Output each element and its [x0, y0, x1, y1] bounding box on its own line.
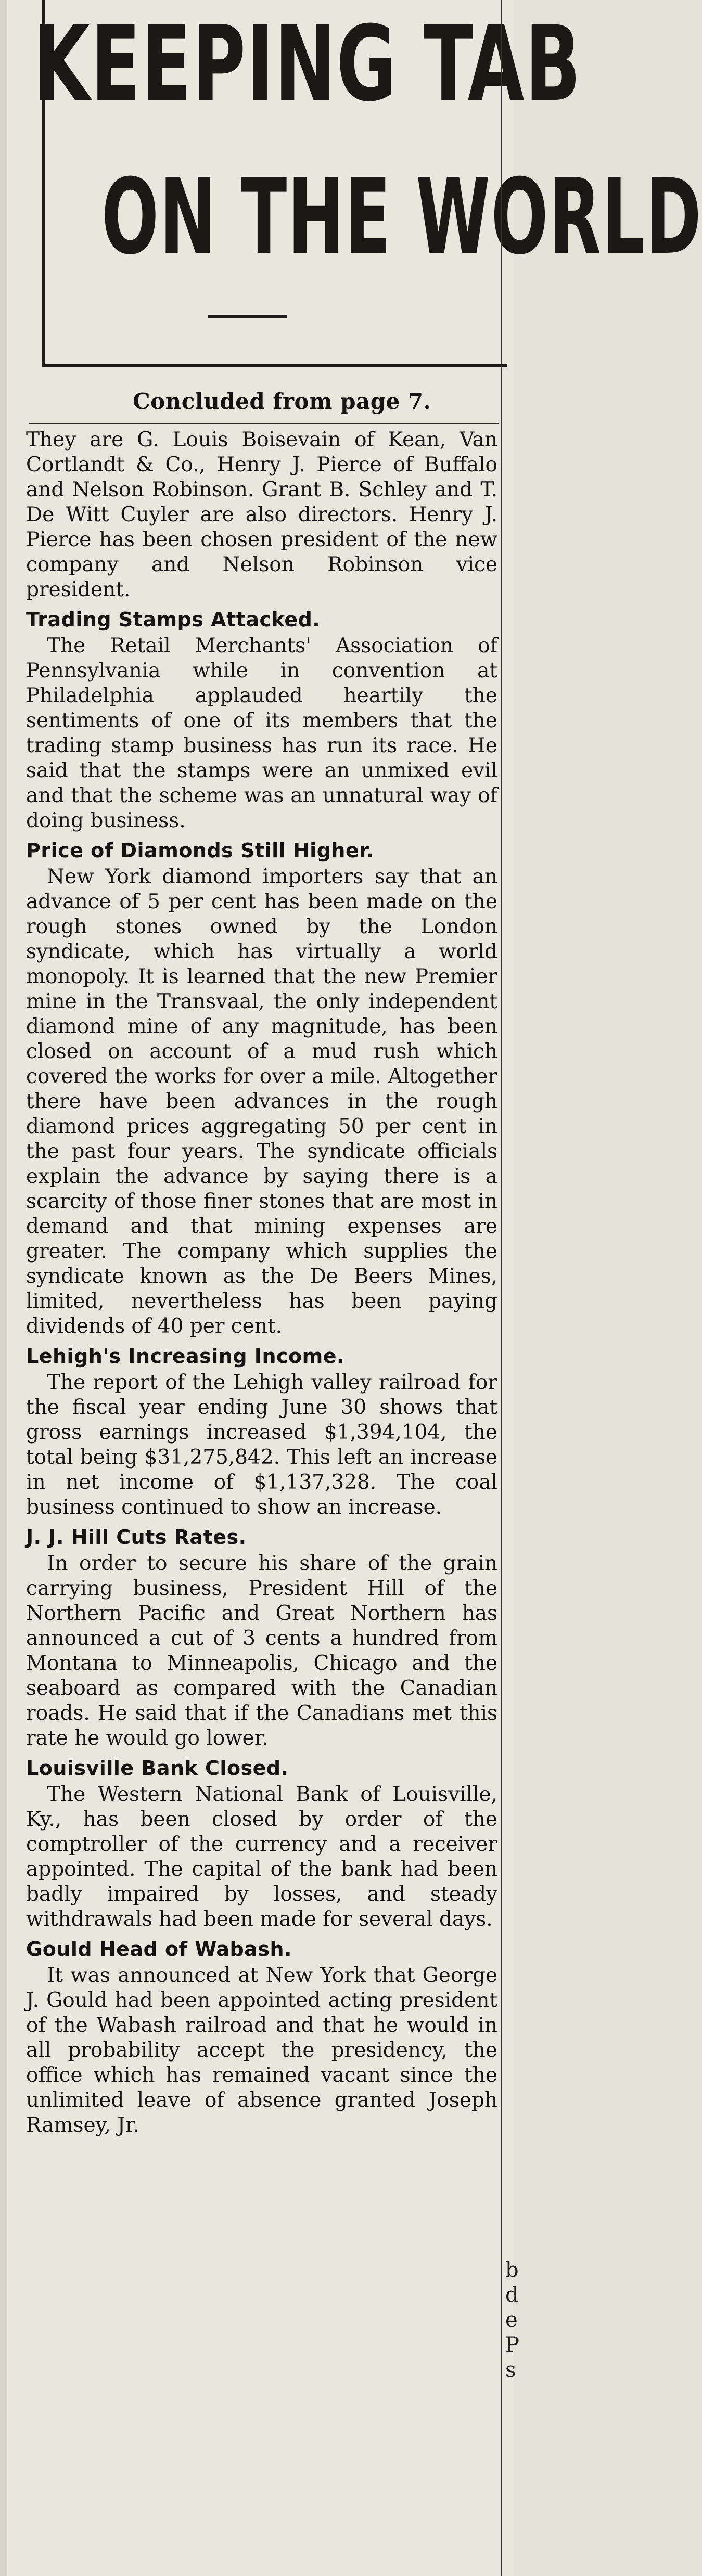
adjacent-fragment: s [505, 2358, 516, 2382]
article-heading: J. J. Hill Cuts Rates. [26, 1526, 247, 1549]
adjacent-fragment: P [505, 2333, 519, 2357]
article-heading: Lehigh's Increasing Income. [26, 1345, 344, 1368]
masthead [10, 0, 702, 364]
article-paragraph: It was announced at New York that George J. Gould had been appointed acting president of the Wabash railroad and that he would in all probability accept the presidency, the office which has remained vacant since the unlimited leave of absence granted Joseph Ramsey, Jr. [26, 1964, 497, 2137]
article-body [26, 428, 497, 2138]
adjacent-fragment: b [505, 2258, 519, 2282]
article-paragraph: The report of the Lehigh valley railroad for the fiscal year ending June 30 shows that gross earnings increased $1,394,104, the total being $31,275,842. This left an increase in net income of $1,137,328. The coal business continued to show an increase. [26, 1371, 497, 1519]
intro-paragraph: They are G. Louis Boisevain of Kean, Van Cortlandt & Co., Henry J. Pierce of Buffalo and Nelson Robinson. Grant B. Schley and T. De Witt Cuyler are also directors. Henry J. Pierce has been chosen president of the new company and Nelson Robinson vice president. [26, 428, 497, 601]
article-paragraph: The Retail Merchants' Association of Pennsylvania while in convention at Philadelphia applauded heartily the sentiments of one of its members that the trading stamp business has run its race. He said that the stamps were an unmixed evil and that the scheme was an unnatural way of doing business. [26, 634, 497, 832]
page-left-edge [0, 0, 7, 2576]
masthead-title-line2: ON THE WORLD [101, 157, 702, 278]
article-paragraph: New York diamond importers say that an advance of 5 per cent has been made on the rough stones owned by the London syndicate, which has virtually a world monopoly. It is learned that the new Premier mine in the Transvaal, the only independent diamond mine of any magnitude, has been closed on account of a mud rush which covered the works for over a mile. Altogether there have been advances in the rough diamond prices aggregating 50 per cent in the past four years. The syndicate officials explain the advance by saying there is a scarcity of those finer stones that are most in demand and that mining expenses are greater. The company which supplies the syndicate known as the De Beers Mines, limited, nevertheless has been paying dividends of 40 per cent. [26, 865, 497, 1338]
article-paragraph: The Western National Bank of Louisville, Ky., has been closed by order of the comptroller of the currency and a receiver appointed. The capital of the bank had been badly impaired by losses, and steady withdrawals had been made for several days. [26, 1783, 497, 1931]
section-divider [29, 423, 499, 424]
masthead-rule [208, 315, 287, 318]
article-heading: Louisville Bank Closed. [26, 1757, 289, 1780]
article-heading: Trading Stamps Attacked. [26, 608, 321, 631]
adjacent-column-edge [501, 0, 519, 2576]
article-heading: Price of Diamonds Still Higher. [26, 839, 374, 862]
adjacent-fragment: e [505, 2308, 518, 2332]
article-paragraph: In order to secure his share of the grain carrying business, President Hill of the Northern Pacific and Great Northern has announced a cut of 3 cents a hundred from Montana to Minneapolis, Chicago and the seaboard as compared with the Canadian roads. He said that if the Canadians met this rate he would go lower. [26, 1552, 497, 1750]
masthead-title-line1: KEEPING TAB [33, 4, 582, 125]
article-heading: Gould Head of Wabash. [26, 1938, 292, 1961]
continuation-line: Concluded from page 7. [133, 389, 431, 414]
adjacent-fragment: d [505, 2283, 519, 2307]
